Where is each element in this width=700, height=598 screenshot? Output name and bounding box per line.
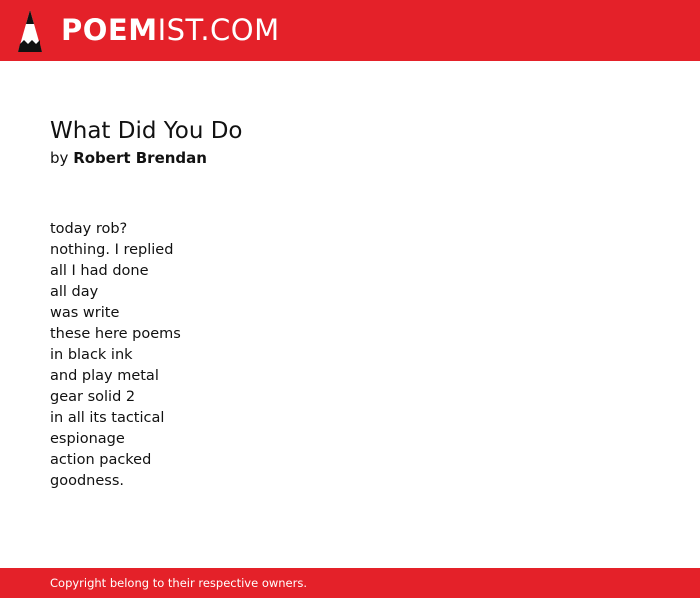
site-logo-link[interactable] xyxy=(0,0,280,61)
poem-line: these here poems xyxy=(50,326,181,342)
poem-body xyxy=(50,219,650,492)
pencil-tip-icon xyxy=(18,10,42,52)
site-logo-text xyxy=(61,13,280,47)
poem-line: was write xyxy=(50,305,120,321)
poem-byline xyxy=(50,147,650,169)
author-link[interactable]: Robert Brendan xyxy=(73,149,207,167)
poem-line: in all its tactical xyxy=(50,410,165,426)
copyright-text: Copyright belong to their respective owners. xyxy=(50,576,308,590)
poem-line: and play metal xyxy=(50,368,159,384)
poem-line: today rob? xyxy=(50,221,128,237)
logo-light-part: IST.COM xyxy=(157,13,280,47)
logo-bold-part: POEM xyxy=(61,13,158,47)
poem-line: nothing. I replied xyxy=(50,242,174,258)
poem-line: in black ink xyxy=(50,347,133,363)
poem-line: all I had done xyxy=(50,263,149,279)
poem-content xyxy=(50,116,650,492)
poem-line: action packed xyxy=(50,452,152,468)
site-header xyxy=(0,0,700,61)
by-label: by xyxy=(50,149,69,167)
poem-title: What Did You Do xyxy=(50,118,243,144)
poem-line: espionage xyxy=(50,431,125,447)
poem-line: gear solid 2 xyxy=(50,389,136,405)
poem-line: goodness. xyxy=(50,473,124,489)
poem-line: all day xyxy=(50,284,99,300)
site-footer xyxy=(0,568,700,598)
